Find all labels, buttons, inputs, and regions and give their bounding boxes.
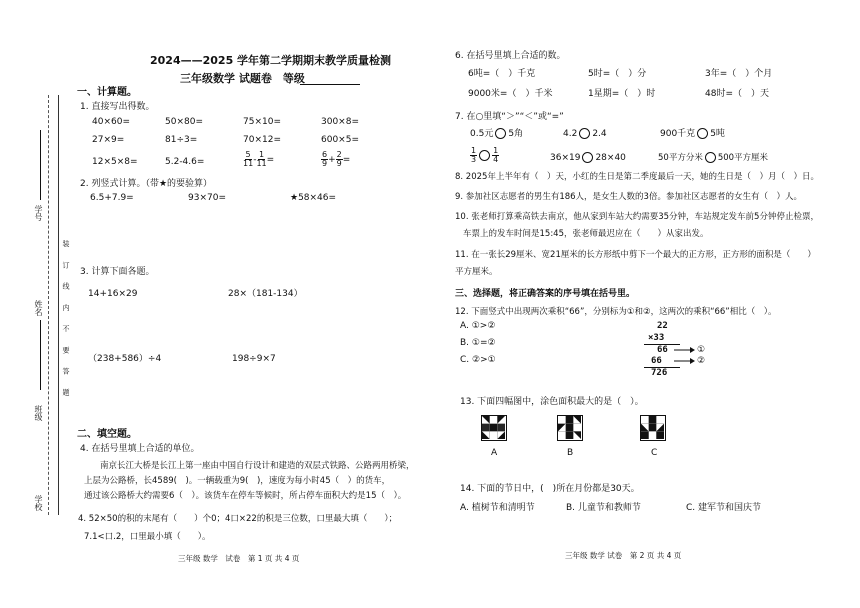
q11-text-a: 11. 在一张长29厘米、宽21厘米的长方形纸中剪下一个最大的正方形，正方形的面积是（ ） <box>455 250 816 260</box>
calc-r1c3: 75×10= <box>243 117 281 127</box>
q2-item3: ★58×46= <box>290 193 337 203</box>
q6-r2c2: 1星期=（ ）时 <box>588 89 656 99</box>
q2-item1: 6.5+7.9= <box>90 193 134 203</box>
compare-circle[interactable] <box>697 128 708 139</box>
grade-blank <box>300 84 360 85</box>
s1-heading: 一、计算题。 <box>77 87 137 98</box>
q3-text: 3. 计算下面各题。 <box>80 267 155 277</box>
figure-b-pattern <box>558 416 581 439</box>
q3-item3: （238+586）÷4 <box>88 354 162 364</box>
q4-p2: 上层为公路桥，长4589( )。一辆载重为9( )，速度为每小时45（ ）的货车， <box>84 476 391 486</box>
label-banji: 班级 <box>34 405 43 421</box>
q14-option-c[interactable]: C. 建军节和国庆节 <box>686 503 762 513</box>
q6-text: 6. 在括号里填上合适的数。 <box>455 51 566 61</box>
calc-r3c1: 12×5×8= <box>92 157 138 167</box>
q5-text-b: 7.1<口.2，口里最小填（ ）。 <box>84 532 211 542</box>
q12-option-a[interactable]: A. ①>② <box>460 321 496 331</box>
q7-item6: 50平方分米 500平方厘米 <box>658 153 769 163</box>
q8-text: 8. 2025年上半年有（ ）天，小红的生日是第二季度最后一天，她的生日是（ ）月（ ）日。 <box>455 172 819 182</box>
compare-circle[interactable] <box>495 128 506 139</box>
q12-text: 12. 下面竖式中出现两次乘积“66”，分别标为①和②，这两次的乘积“66”相比（ ）。 <box>455 307 777 317</box>
q9-text: 9. 参加社区志愿者的男生有186人，是女生人数的3倍。参加社区志愿者的女生有（ ）人。 <box>455 192 802 202</box>
arrow-icons <box>674 345 696 367</box>
q2-item2: 93×70= <box>188 193 226 203</box>
calc-r2c4: 600×5= <box>321 135 359 145</box>
q2-text: 2. 列竖式计算。（带★的要验算） <box>80 179 213 189</box>
compare-circle[interactable] <box>705 152 716 163</box>
q11-text-b: 平方厘米。 <box>455 267 498 277</box>
figure-a-pattern <box>482 416 505 439</box>
binding-line <box>58 95 59 515</box>
figure-a[interactable] <box>481 415 507 441</box>
figure-a-label: A <box>491 448 498 458</box>
marker-1: ① <box>697 345 706 355</box>
q14-option-a[interactable]: A. 植树节和清明节 <box>460 503 535 513</box>
figure-c[interactable] <box>640 415 666 441</box>
label-xingming: 姓名 <box>34 300 43 316</box>
figure-b[interactable] <box>557 415 583 441</box>
calc-r3c4: $\frac{6}{9}$ + $\frac{2}{9}$ = <box>322 150 351 168</box>
q7-text: 7. 在○里填“＞”“＜”或“=” <box>455 112 564 122</box>
s2-heading: 二、填空题。 <box>77 429 137 440</box>
label-xuexiao: 学校 <box>34 495 43 511</box>
q5-text: 4. 52×50的积的末尾有（ ）个0；4口×22的积是三位数，口里最大填（ ）； <box>78 514 398 524</box>
calc-r3c2: 5.2-4.6= <box>165 157 205 167</box>
q3-item2: 28×（181-134） <box>228 289 303 299</box>
vert-line1: 22 <box>657 321 668 331</box>
vert-line3: 66 <box>657 345 668 355</box>
calc-r1c2: 50×80= <box>165 117 203 127</box>
label-xuehao: 学号 <box>34 205 43 221</box>
q12-option-c[interactable]: C. ②>① <box>460 355 496 365</box>
figure-c-pattern <box>641 416 664 439</box>
vert-line4: 66 <box>651 356 662 366</box>
q7-item2: 4.2 2.4 <box>563 129 607 139</box>
marker-2: ② <box>697 356 706 366</box>
q14-option-b[interactable]: B. 儿童节和教师节 <box>566 503 641 513</box>
q7-item4: $\frac{1}{3}$ $\frac{1}{4}$ <box>471 146 499 164</box>
q6-r2c3: 48时=（ ）天 <box>705 89 769 99</box>
calc-r2c3: 70×12= <box>243 135 281 145</box>
binding-notice: 装 订 线 内 不 要 答 题 <box>62 240 70 402</box>
calc-r3c3: $\frac{5}{11}$ - $\frac{1}{11}$ = <box>243 150 275 168</box>
calc-r2c2: 81÷3= <box>165 135 198 145</box>
q3-item4: 198÷9×7 <box>232 354 276 364</box>
q13-text: 13. 下面四幅图中，涂色面积最大的是（ ）。 <box>460 397 644 407</box>
q6-r2c1: 9000米=（ ）千米 <box>468 89 553 99</box>
q4-p1: 南京长江大桥是长江上第一座由中国自行设计和建造的双层式铁路、公路两用桥梁， <box>100 461 415 471</box>
calc-r1c1: 40×60= <box>92 117 130 127</box>
q7-item3: 900千克 5吨 <box>660 129 725 139</box>
compare-circle[interactable] <box>479 150 490 161</box>
footer-right: 三年级 数学 试卷 第 2 页 共 4 页 <box>565 551 682 560</box>
figure-c-label: C <box>651 448 658 458</box>
vert-line2: ×33 <box>648 333 665 343</box>
q10-text-b: 车票上的发车时间是15:45，张老师最迟应在（ ）从家出发。 <box>463 229 709 239</box>
q7-item5: 36×19 28×40 <box>550 153 626 163</box>
compare-circle[interactable] <box>582 152 593 163</box>
figure-b-label: B <box>567 448 574 458</box>
q4-p3: 通过该公路桥大约需要6（ ）。该货车在停车等候时，所占停车面积大约是15（ ）。 <box>84 491 407 501</box>
calc-r1c4: 300×8= <box>321 117 359 127</box>
q6-r1c2: 5时=（ ）分 <box>588 69 647 79</box>
q1-text: 1. 直接写出得数。 <box>80 102 155 112</box>
vert-line5: 726 <box>651 368 668 378</box>
q14-text: 14. 下面的节日中，( )所在月份都是30天。 <box>460 484 640 494</box>
exam-title: 2024——2025 学年第二学期期末教学质量检测 <box>150 54 392 67</box>
binding-dashed-line <box>48 95 50 515</box>
compare-circle[interactable] <box>579 128 590 139</box>
q4-text: 4. 在括号里填上合适的单位。 <box>80 444 200 454</box>
q7-item1: 0.5元 5角 <box>470 129 524 139</box>
s3-heading: 三、选择题，将正确答案的序号填在括号里。 <box>455 289 636 299</box>
calc-r2c1: 27×9= <box>92 135 125 145</box>
q10-text-a: 10. 张老师打算乘高铁去南京，他从家到车站大约需要35分钟，车站规定发车前5分钟停止检票， <box>455 212 819 222</box>
footer-left: 三年级 数学 试卷 第 1 页 共 4 页 <box>178 554 300 563</box>
q12-option-b[interactable]: B. ①=② <box>460 338 496 348</box>
q3-item1: 14+16×29 <box>88 289 138 299</box>
xingming-line <box>40 320 41 390</box>
q6-r1c1: 6吨=（ ）千克 <box>468 69 536 79</box>
exam-subtitle: 三年级数学 试题卷 等级 <box>180 72 305 85</box>
xuehao-line <box>40 130 41 200</box>
q6-r1c3: 3年=（ ）个月 <box>705 69 773 79</box>
